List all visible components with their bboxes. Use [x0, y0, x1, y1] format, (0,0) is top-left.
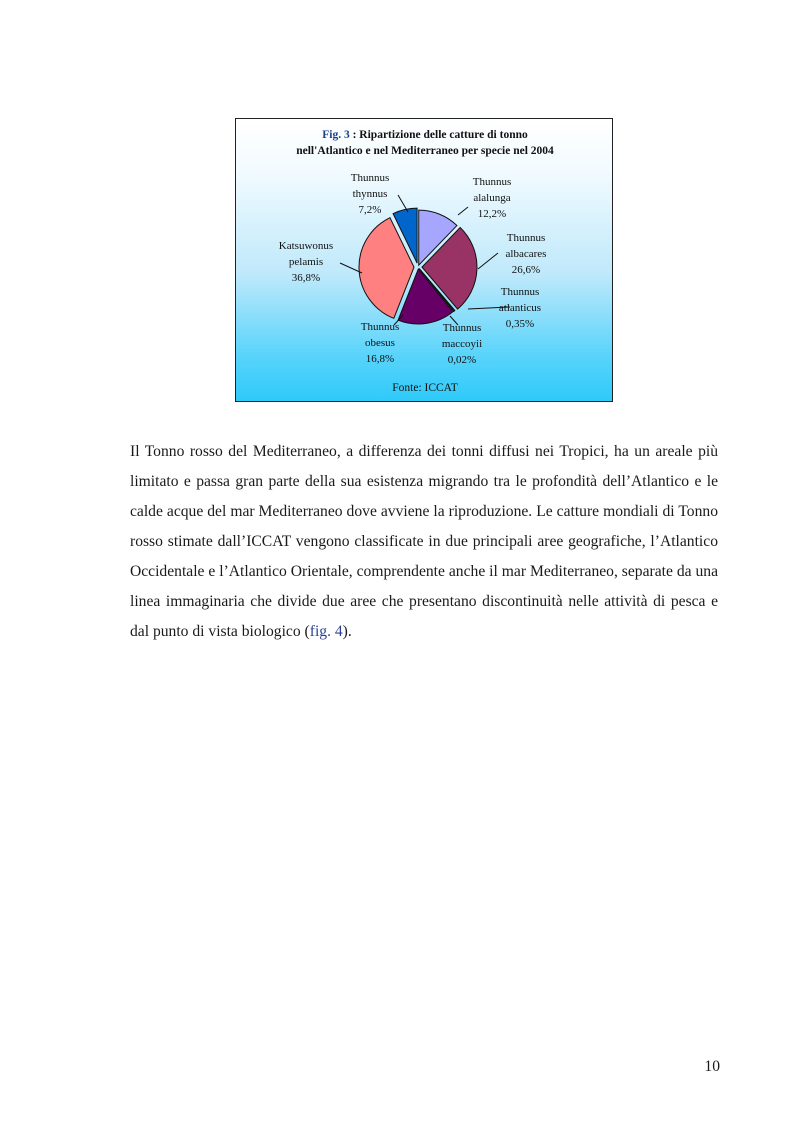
leader-line-thunnus-albacares — [478, 253, 498, 269]
slice-label-katsuwonus-pelamis: Katsuwonus pelamis 36,8% — [278, 240, 334, 284]
slice-label-thunnus-atlanticus: Thunnus atlanticus 0,35% — [498, 286, 542, 330]
paragraph-text: Il Tonno rosso del Mediterraneo, a differenza dei tonni diffusi nei Tropici, ha un areale più limitato e passa gran parte della sua esistenza migrando tra le profondità dell’Atlantico e le calde acque del mar Mediterraneo dove avviene la riproduzione. Le catture mondiali di Tonno rosso stimate dall’ICCAT vengono classificate in due principali aree geografiche, l’Atlantico Occidentale e l’Atlantico Orientale, comprendente anche il mar Mediterraneo, separate da una linea immaginaria che divide due aree che presentano discontinuità nelle attività di pesca e dal punto di vista biologico ( — [130, 443, 718, 640]
leader-line-thunnus-alalunga — [458, 207, 468, 215]
figure-3 — [235, 118, 613, 402]
figure-source: Fonte: ICCAT — [392, 382, 458, 394]
paragraph-end: ). — [342, 623, 352, 640]
pie-chart — [236, 119, 614, 403]
page-number: 10 — [704, 1058, 720, 1075]
slice-label-thunnus-obesus: Thunnus obesus 16,8% — [360, 321, 400, 365]
body-paragraph — [130, 437, 718, 647]
figure-title-line1: : Ripartizione delle catture di tonno — [349, 129, 528, 141]
figure-title-line2: nell'Atlantico e nel Mediterraneo per specie nel 2004 — [296, 145, 554, 157]
figure-label: Fig. 3 — [322, 129, 350, 141]
slice-label-thunnus-albacares: Thunnus albacares 26,6% — [505, 232, 547, 276]
fig-4-link[interactable]: fig. 4 — [309, 623, 343, 640]
slice-label-thunnus-maccoyii: Thunnus maccoyii 0,02% — [441, 322, 483, 366]
slice-label-thunnus-thynnus: Thunnus thynnus 7,2% — [350, 172, 390, 216]
slice-label-thunnus-alalunga: Thunnus alalunga 12,2% — [472, 176, 512, 220]
